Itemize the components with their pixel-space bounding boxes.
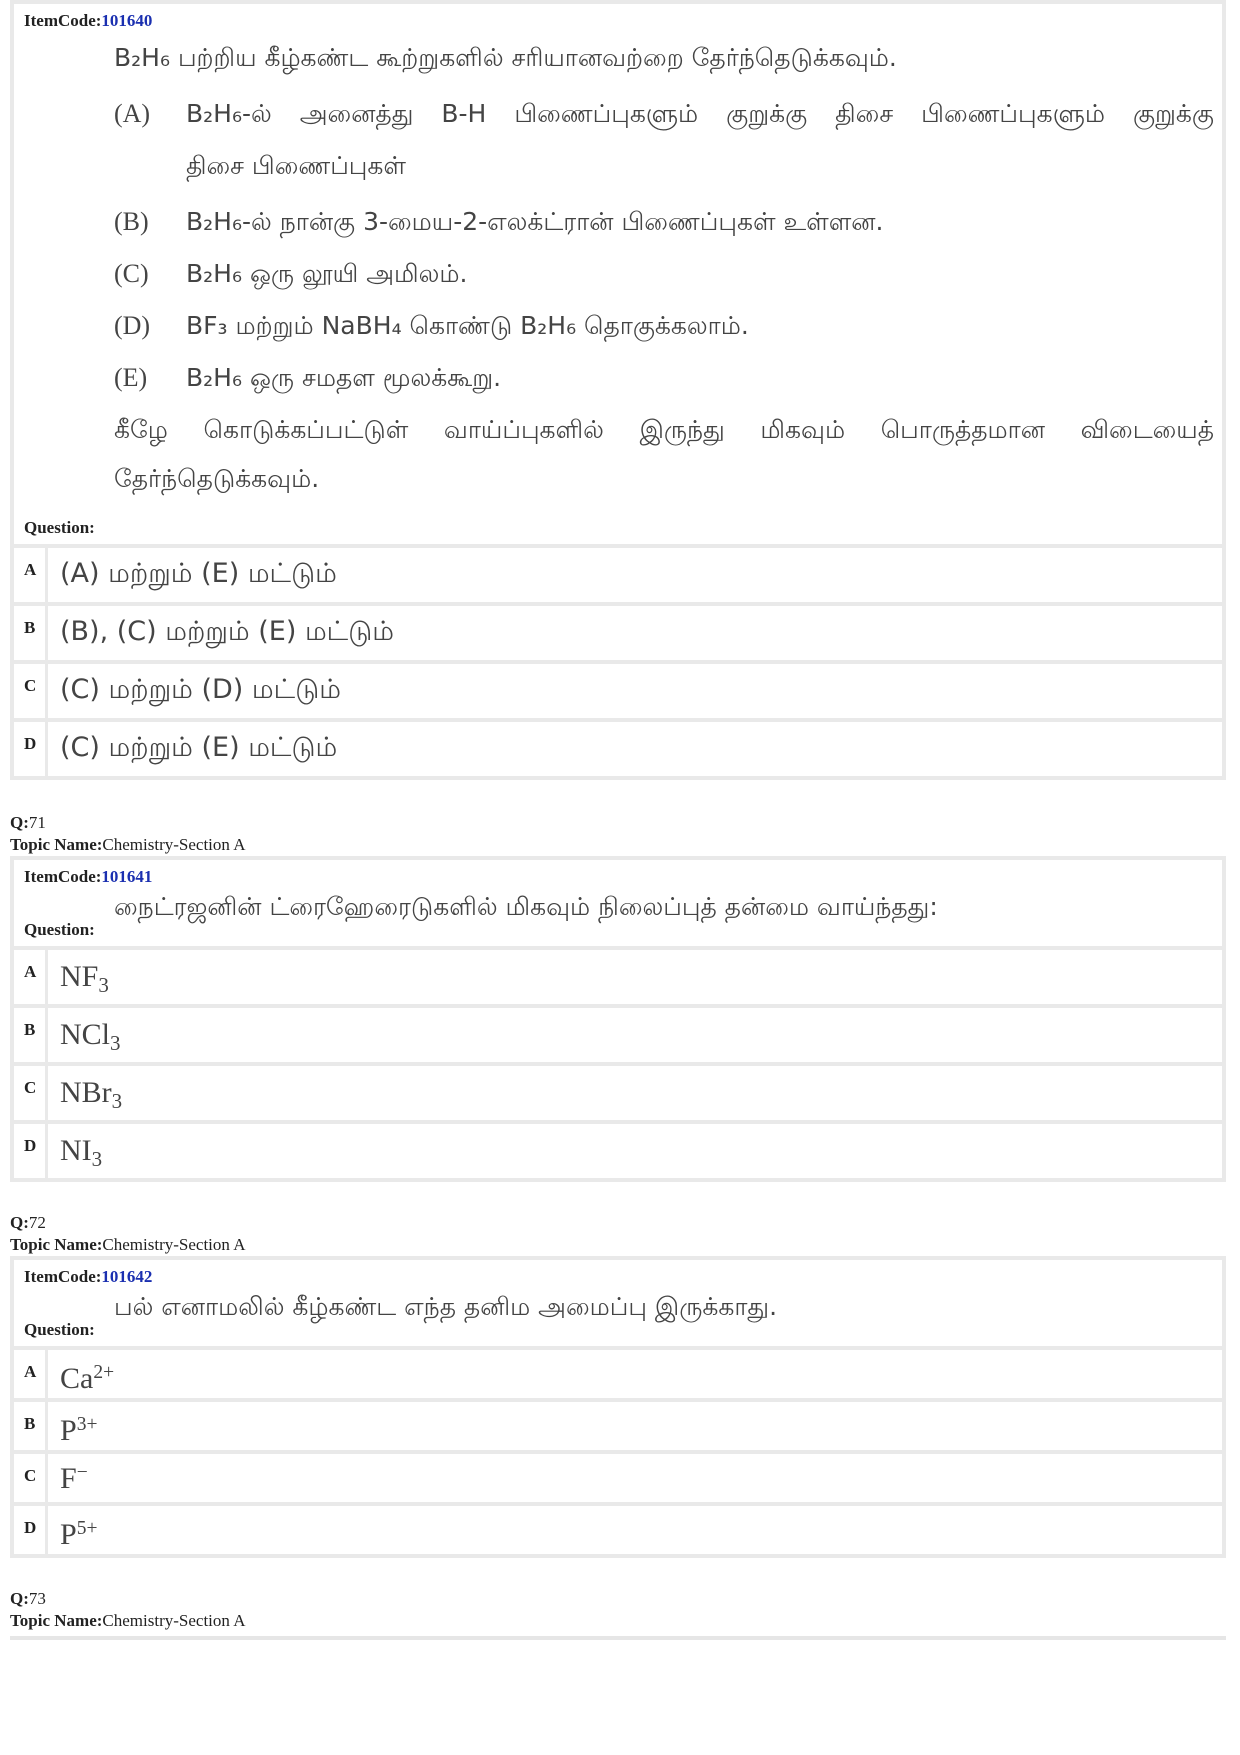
topic-name xyxy=(10,1234,245,1256)
statement-text: B₂H₆ ஒரு லூயி அமிலம். xyxy=(186,259,468,288)
question-number xyxy=(10,1588,245,1610)
question-number-value: 73 xyxy=(28,1589,46,1608)
question-number xyxy=(10,812,245,834)
option-letter: A xyxy=(14,548,48,602)
question-stem xyxy=(24,888,1214,926)
option-d[interactable] xyxy=(14,1506,1222,1554)
statement-text-line2: திசை பிணைப்புகள் xyxy=(186,151,406,180)
topic-label: Topic Name: xyxy=(10,1611,103,1630)
topic-label: Topic Name: xyxy=(10,835,103,854)
statement-d xyxy=(114,300,1214,352)
topic-name xyxy=(10,1610,245,1632)
ion-base: Ca xyxy=(60,1362,94,1395)
option-formula xyxy=(48,950,1222,1004)
question-stem xyxy=(24,32,1214,502)
formula-subscript: 3 xyxy=(98,973,109,997)
question-number-label: Q: xyxy=(10,1589,29,1608)
option-letter: A xyxy=(14,950,48,1004)
formula-base: NCl xyxy=(60,1018,111,1051)
option-c[interactable] xyxy=(14,1066,1222,1120)
instruction-line2: தேர்ந்தெடுக்கவும். xyxy=(114,464,320,493)
formula-base: NI xyxy=(60,1134,92,1167)
stem-text: பல் எனாமலில் கீழ்கண்ட எந்த தனிம அமைப்பு இருக்காது. xyxy=(114,1292,778,1321)
option-a[interactable] xyxy=(14,548,1222,602)
question-73-meta xyxy=(10,1588,245,1632)
statement-text xyxy=(186,88,1214,192)
topic-name xyxy=(10,834,245,856)
instruction-line1: கீழே கொடுக்கப்பட்டுள் வாய்ப்புகளில் இருந்து மிகவும் பொருத்தமான விடையைத் xyxy=(114,415,1214,444)
ion-charge: 5+ xyxy=(76,1518,98,1539)
option-text: (C) மற்றும் (D) மட்டும் xyxy=(60,674,341,705)
ion-base: F xyxy=(60,1462,77,1495)
item-code xyxy=(24,1266,1214,1288)
statement-label: (E) xyxy=(114,363,148,392)
option-ion xyxy=(48,1506,1222,1554)
option-letter: C xyxy=(14,1454,48,1502)
option-c[interactable] xyxy=(14,1454,1222,1502)
option-b[interactable] xyxy=(14,1008,1222,1062)
question-72-header xyxy=(14,1260,1222,1346)
option-letter: D xyxy=(14,1506,48,1554)
item-code-label: ItemCode: xyxy=(24,11,102,30)
option-b[interactable] xyxy=(14,606,1222,660)
option-ion xyxy=(48,1350,1222,1398)
item-code xyxy=(24,866,1214,888)
option-formula xyxy=(48,1124,1222,1178)
ion-charge: 2+ xyxy=(93,1362,115,1383)
topic-label: Topic Name: xyxy=(10,1235,103,1254)
option-letter: A xyxy=(14,1350,48,1398)
question-stem xyxy=(24,1288,1214,1326)
option-a[interactable] xyxy=(14,1350,1222,1398)
option-letter: B xyxy=(14,1008,48,1062)
section-divider xyxy=(10,1636,1226,1640)
question-72-block xyxy=(10,1256,1226,1558)
question-number-value: 71 xyxy=(28,813,46,832)
question-label: Question: xyxy=(24,518,95,537)
question-71-block xyxy=(10,856,1226,1182)
statement-label: (D) xyxy=(114,311,151,340)
option-b[interactable] xyxy=(14,1402,1222,1450)
formula-subscript: 3 xyxy=(91,1147,103,1171)
item-code-label: ItemCode: xyxy=(24,1267,102,1286)
topic-value: Chemistry-Section A xyxy=(102,1235,246,1254)
statement-text-line1: B₂H₆-ல் அனைத்து B-H பிணைப்புகளும் குறுக்கு திசை பிணைப்புகளும் குறுக்கு xyxy=(186,99,1214,128)
formula-subscript: 3 xyxy=(110,1031,121,1055)
ion-charge: − xyxy=(76,1462,88,1483)
formula-base: NF xyxy=(60,960,99,993)
option-letter: D xyxy=(14,722,48,776)
question-71-header xyxy=(14,860,1222,946)
item-code xyxy=(24,10,1214,32)
question-number-label: Q: xyxy=(10,1213,29,1232)
question-label: Question: xyxy=(24,1320,95,1339)
question-number-value: 72 xyxy=(28,1213,46,1232)
statement-text: B₂H₆ ஒரு சமதள மூலக்கூறு. xyxy=(186,363,502,392)
option-ion xyxy=(48,1454,1222,1502)
topic-value: Chemistry-Section A xyxy=(102,835,246,854)
option-formula xyxy=(48,1066,1222,1120)
option-letter: B xyxy=(14,606,48,660)
option-a[interactable] xyxy=(14,950,1222,1004)
option-letter: C xyxy=(14,1066,48,1120)
question-70-header xyxy=(14,4,1222,544)
statement-c xyxy=(114,248,1214,300)
ion-charge: 3+ xyxy=(76,1414,98,1435)
stem-text: நைட்ரஜனின் ட்ரைஹேரைடுகளில் மிகவும் நிலைப்புத் தன்மை வாய்ந்தது: xyxy=(114,892,938,921)
statement-e xyxy=(114,352,1214,404)
ion-base: P xyxy=(60,1518,77,1551)
statement-label: (C) xyxy=(114,259,149,288)
ion-base: P xyxy=(60,1414,77,1447)
statement-list xyxy=(114,88,1214,404)
item-code-value: 101641 xyxy=(101,867,153,886)
question-number xyxy=(10,1212,245,1234)
statement-text: B₂H₆-ல் நான்கு 3-மைய-2-எலக்ட்ரான் பிணைப்புகள் உள்ளன. xyxy=(186,207,884,236)
option-text: (B), (C) மற்றும் (E) மட்டும் xyxy=(60,616,394,647)
item-code-label: ItemCode: xyxy=(24,867,102,886)
statement-label: (B) xyxy=(114,207,149,236)
option-formula xyxy=(48,1008,1222,1062)
question-number-label: Q: xyxy=(10,813,29,832)
option-text: (A) மற்றும் (E) மட்டும் xyxy=(60,558,337,589)
item-code-value: 101642 xyxy=(101,1267,153,1286)
option-letter: C xyxy=(14,664,48,718)
statement-b xyxy=(114,196,1214,248)
formula-subscript: 3 xyxy=(111,1089,123,1113)
option-d[interactable] xyxy=(14,1124,1222,1178)
statement-text: BF₃ மற்றும் NaBH₄ கொண்டு B₂H₆ தொகுக்கலாம். xyxy=(186,311,749,340)
topic-value: Chemistry-Section A xyxy=(102,1611,246,1630)
option-text: (C) மற்றும் (E) மட்டும் xyxy=(60,732,338,763)
statement-label: (A) xyxy=(114,99,151,128)
question-71-meta xyxy=(10,812,245,856)
option-c[interactable] xyxy=(14,664,1222,718)
stem-intro: B₂H₆ பற்றிய கீழ்கண்ட கூற்றுகளில் சரியானவற்றை தேர்ந்தெடுக்கவும். xyxy=(114,43,897,72)
option-letter: D xyxy=(14,1124,48,1178)
question-72-meta xyxy=(10,1212,245,1256)
item-code-value: 101640 xyxy=(101,11,153,30)
option-ion xyxy=(48,1402,1222,1450)
formula-base: NBr xyxy=(60,1076,112,1109)
question-70-block xyxy=(10,0,1226,780)
statement-a xyxy=(114,88,1214,192)
option-d[interactable] xyxy=(14,722,1222,776)
option-letter: B xyxy=(14,1402,48,1450)
question-label: Question: xyxy=(24,920,95,939)
